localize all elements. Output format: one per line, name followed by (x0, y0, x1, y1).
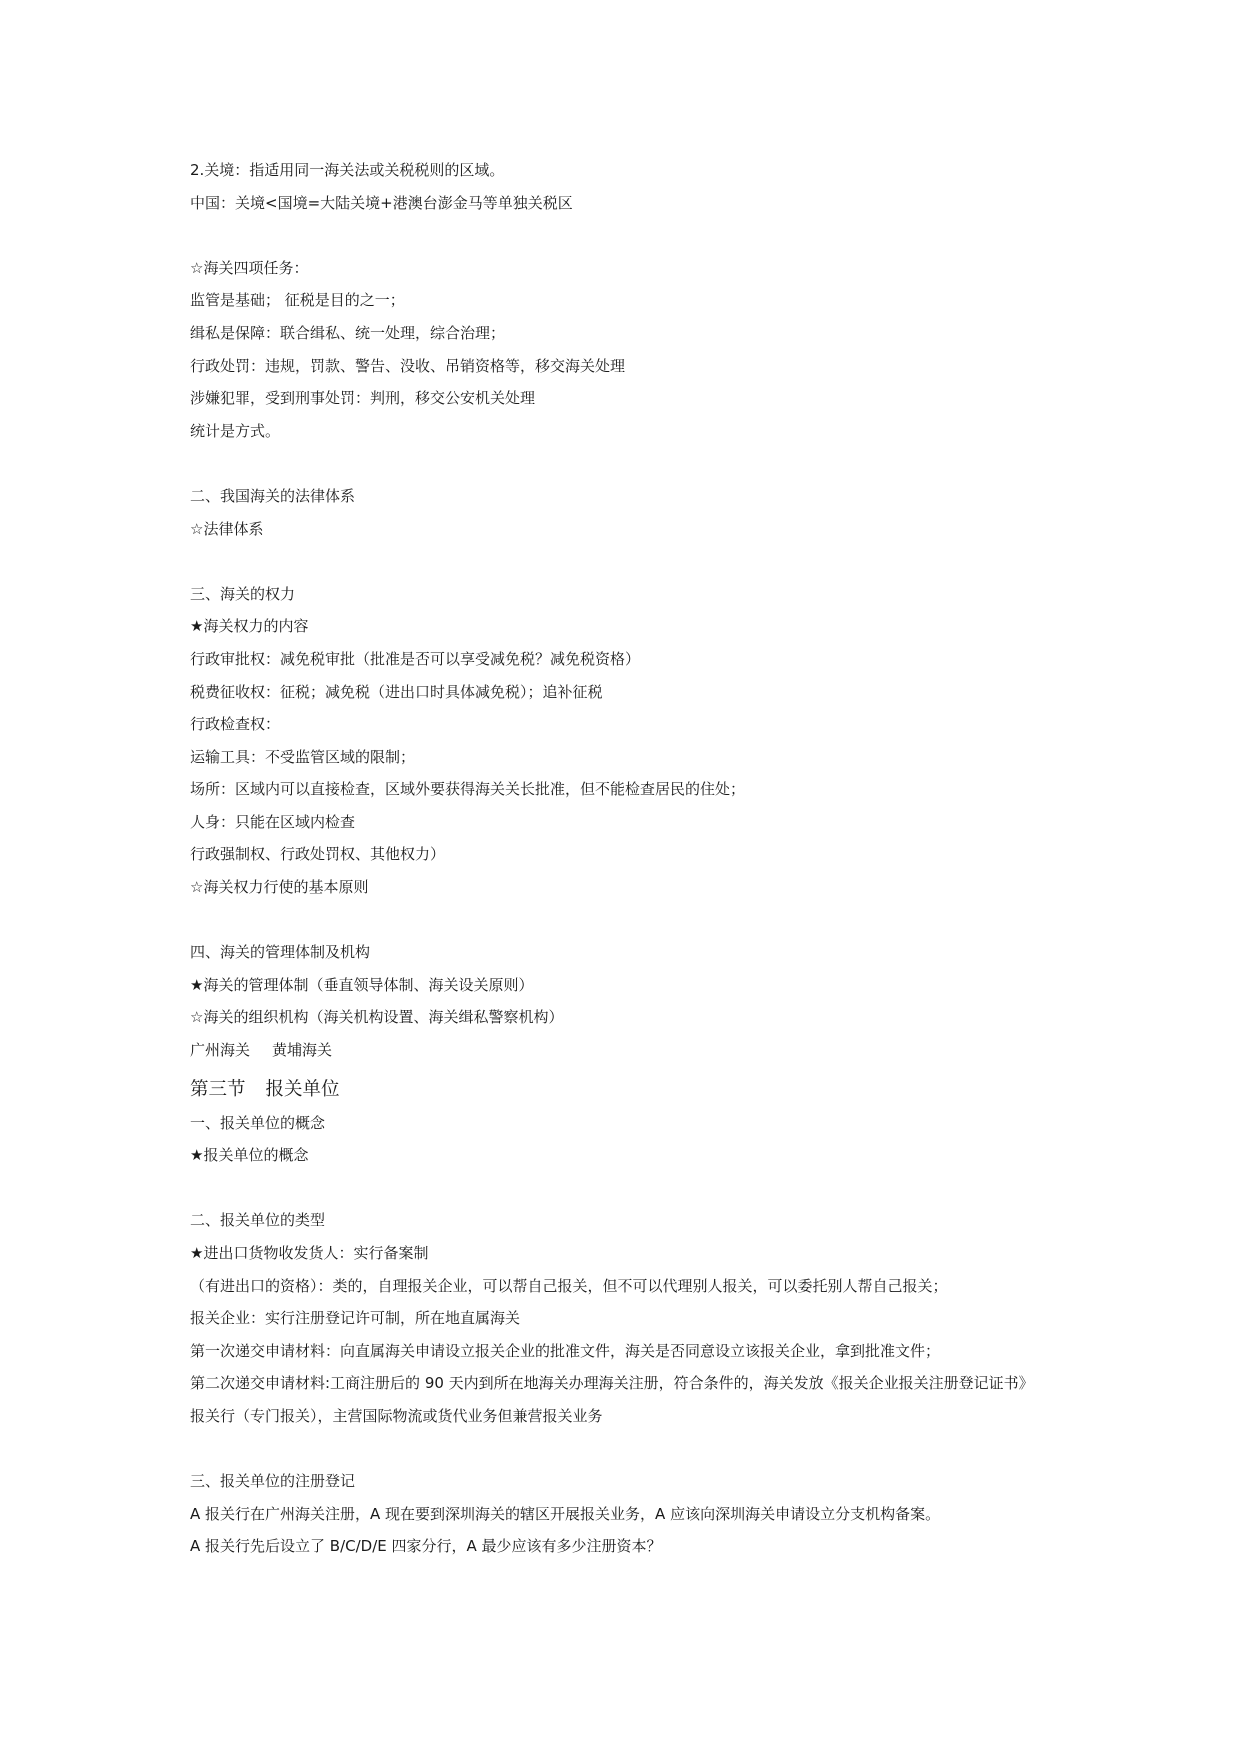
section-heading (190, 1073, 1110, 1107)
text-line: ★进出口货物收发货人：实行备案制 (190, 1244, 429, 1262)
text-line: （有进出口的资格）：类的，自理报关企业，可以帮自己报关，但不可以代理别人报关，可以委托别人帮自己报关； (190, 1276, 948, 1295)
blank-line (190, 447, 1110, 480)
text-line: 第一次递交申请材料：向直属海关申请设立报关企业的批准文件，海关是否同意设立该报关企业，拿到批准文件； (190, 1341, 941, 1360)
subsection-heading: 三、报关单位的注册登记 (190, 1472, 356, 1491)
text-line: 报关企业：实行注册登记许可制，所在地直属海关 (190, 1309, 521, 1328)
text-line: ☆海关四项任务： (190, 258, 309, 277)
section-number: 第三节 (190, 1078, 246, 1100)
blank-line (190, 904, 1110, 937)
text-line: ☆海关的组织机构（海关机构设置、海关缉私警察机构） (190, 1008, 564, 1027)
customs-office-huangpu: 黄埔海关 (272, 1041, 333, 1060)
section-title: 报关单位 (265, 1078, 340, 1100)
text-line: 第二次递交申请材料:工商注册后的 90 天内到所在地海关办理海关注册，符合条件的，海关发放《报关企业报关注册登记证书》 (190, 1374, 1034, 1393)
text-line: 税费征收权：征税；减免税（进出口时具体减免税）；追补征税 (190, 682, 603, 701)
text-line: A 报关行先后设立了 B/C/D/E 四家分行，A 最少应该有多少注册资本？ (190, 1537, 662, 1556)
text-line: 场所：区域内可以直接检查，区域外要获得海关关长批准，但不能检查居民的住处； (190, 780, 746, 799)
text-line: 涉嫌犯罪，受到刑事处罚：判刑，移交公安机关处理 (190, 389, 536, 408)
text-line: 缉私是保障：联合缉私、统一处理，综合治理； (190, 323, 506, 342)
subsection-heading: 二、我国海关的法律体系 (190, 486, 356, 505)
subsection-heading: 二、报关单位的类型 (190, 1211, 326, 1230)
blank-line (190, 1172, 1110, 1205)
text-line: 中国：关境<国境=大陆关境+港澳台澎金马等单独关税区 (190, 193, 573, 212)
text-line: 报关行（专门报关），主营国际物流或货代业务但兼营报关业务 (190, 1406, 603, 1425)
text-line: ★海关权力的内容 (190, 617, 309, 636)
document-content (190, 154, 1110, 1563)
text-line: 行政强制权、行政处罚权、其他权力） (190, 845, 446, 864)
text-line: 人身：只能在区域内检查 (190, 812, 356, 831)
blank-line (190, 219, 1110, 252)
text-line: ★海关的管理体制（垂直领导体制、海关设关原则） (190, 975, 534, 994)
text-line: 监管是基础； 征税是目的之一； (190, 291, 405, 310)
text-line: 行政检查权： (190, 715, 281, 734)
subsection-heading: 一、报关单位的概念 (190, 1113, 326, 1132)
text-line: 统计是方式。 (190, 421, 281, 440)
text-line: 行政处罚：违规，罚款、警告、没收、吊销资格等，移交海关处理 (190, 356, 626, 375)
customs-offices-line (190, 1034, 1110, 1067)
text-line: 行政审批权：减免税审批（批准是否可以享受减免税？减免税资格） (190, 649, 641, 668)
text-line: A 报关行在广州海关注册，A 现在要到深圳海关的辖区开展报关业务，A 应该向深圳海关申请设立分支机构备案。 (190, 1504, 941, 1523)
text-line: ☆海关权力行使的基本原则 (190, 878, 369, 897)
customs-office-guangzhou: 广州海关 (190, 1041, 251, 1060)
text-line: ★报关单位的概念 (190, 1146, 309, 1165)
text-line: ☆法律体系 (190, 519, 264, 538)
blank-line (190, 1433, 1110, 1466)
text-line: 运输工具：不受监管区域的限制； (190, 747, 416, 766)
text-line: 2.关境：指适用同一海关法或关税税则的区域。 (190, 161, 505, 179)
subsection-heading: 四、海关的管理体制及机构 (190, 943, 371, 962)
blank-line (190, 545, 1110, 578)
subsection-heading: 三、海关的权力 (190, 584, 296, 603)
